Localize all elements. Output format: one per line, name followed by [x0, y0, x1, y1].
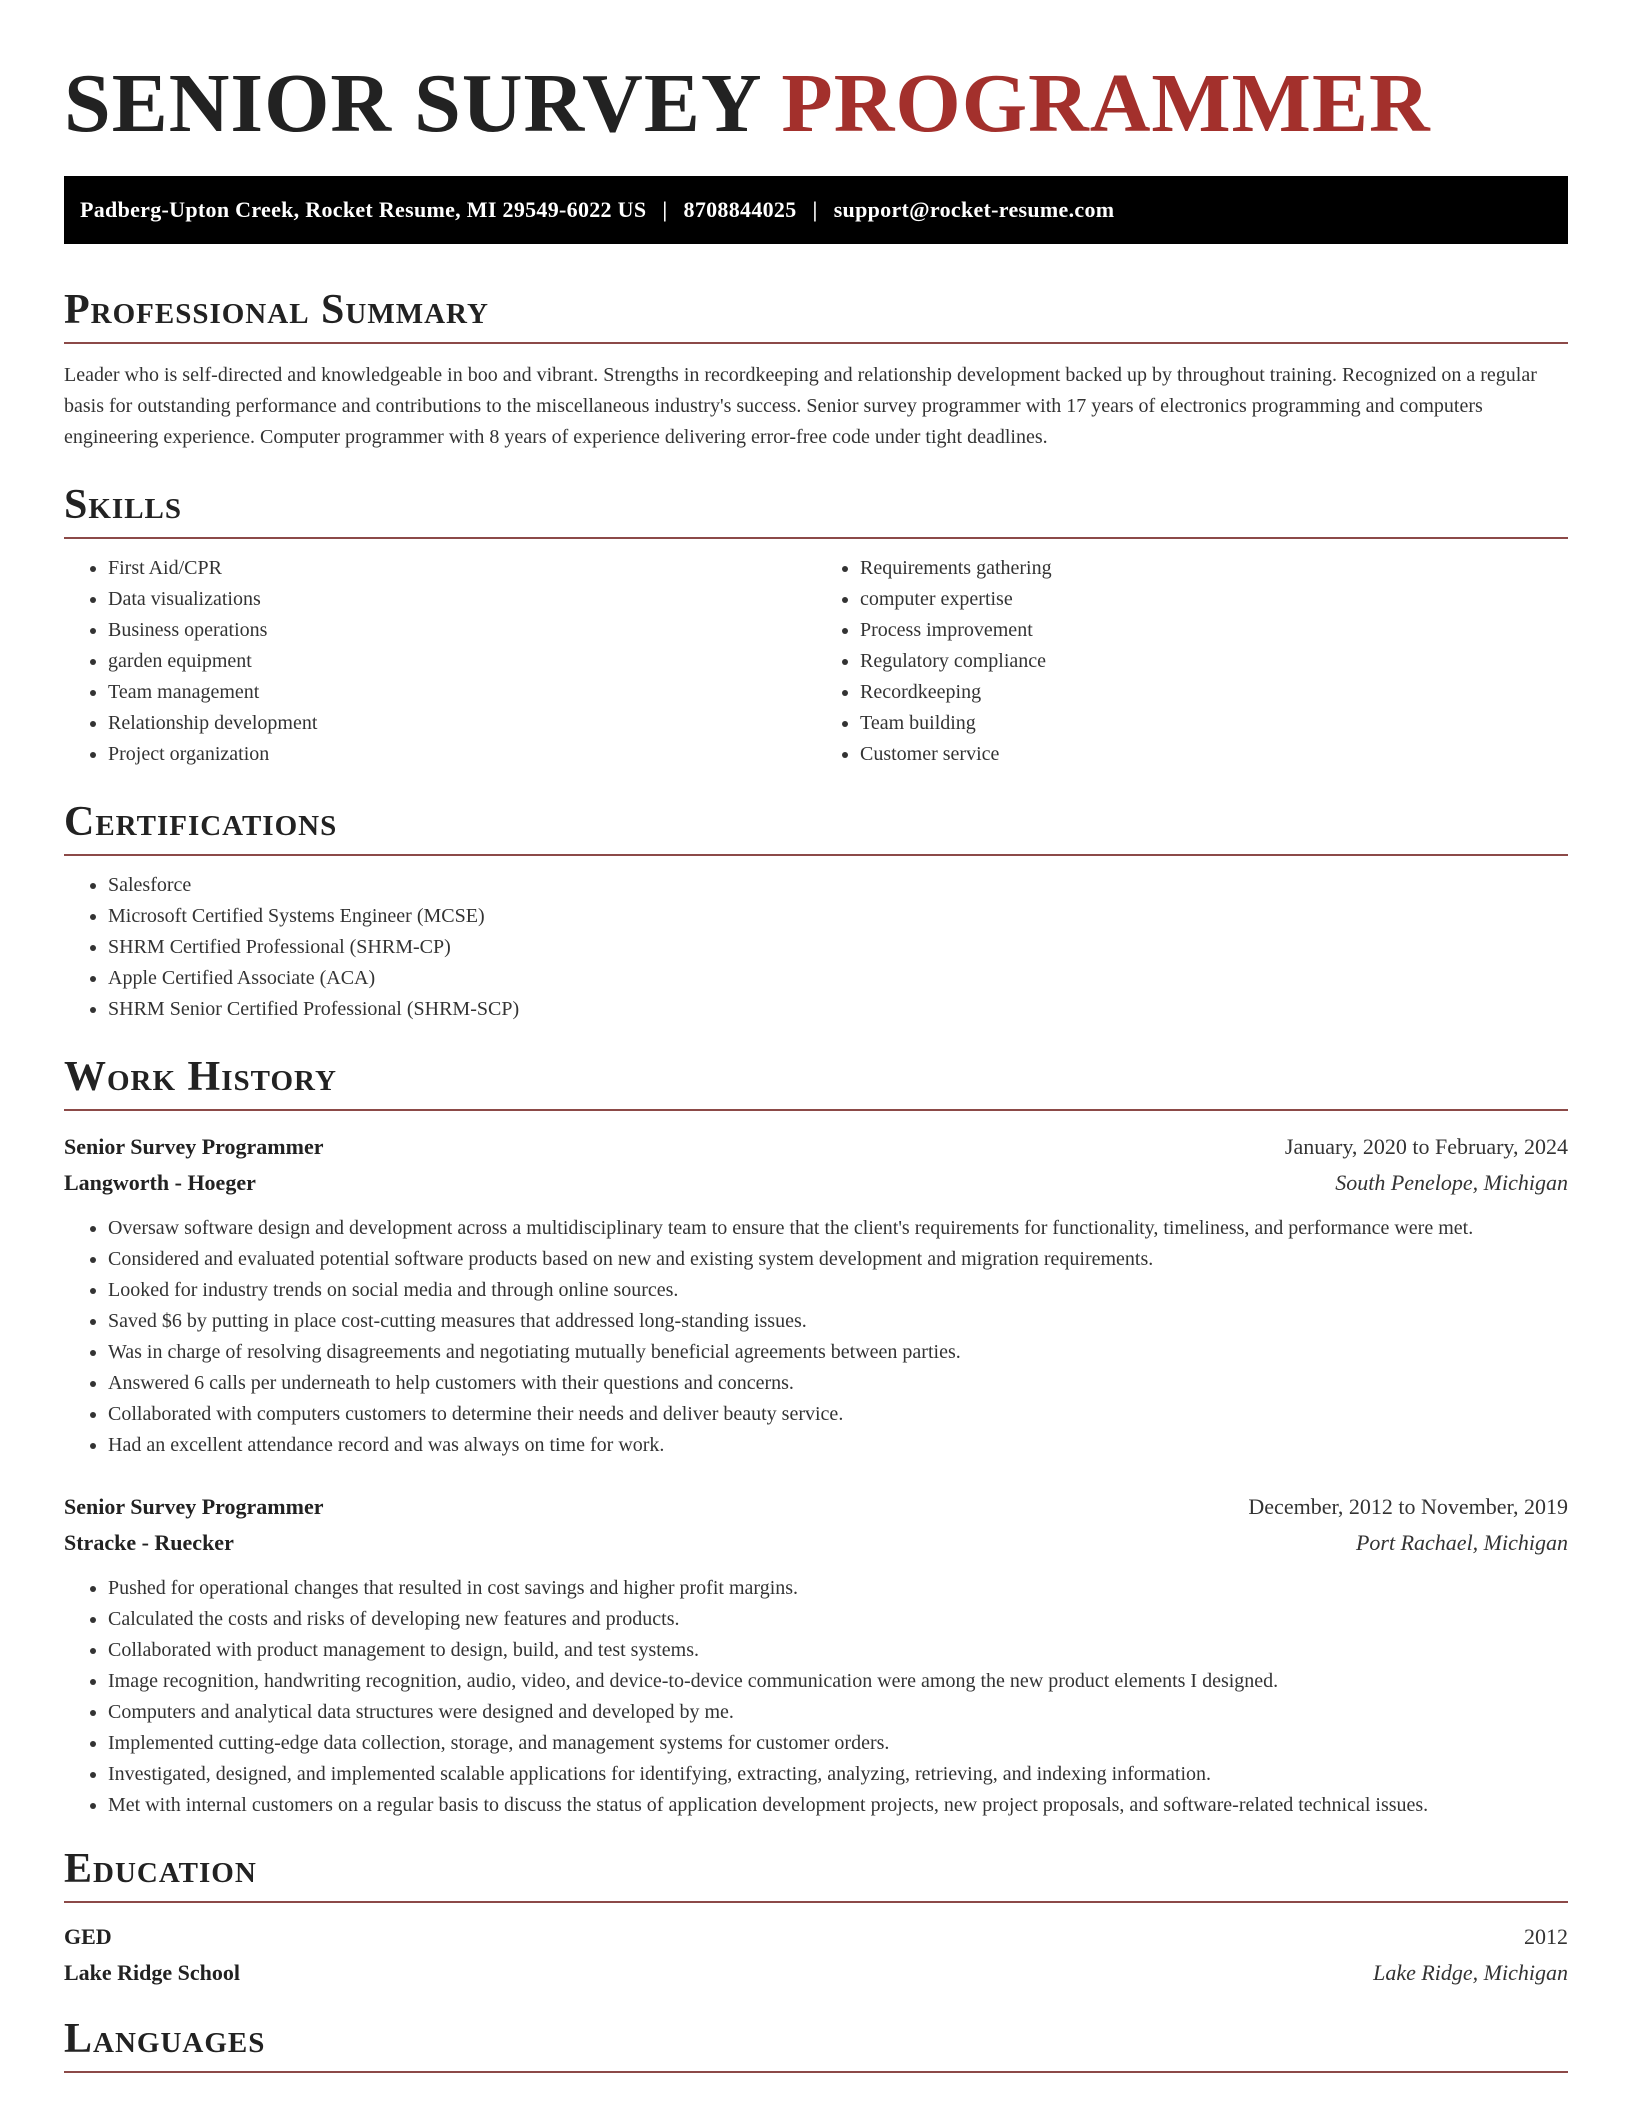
job-title: Senior Survey Programmer	[64, 1134, 324, 1159]
education-entry	[64, 1919, 1568, 1991]
summary-text: Leader who is self-directed and knowledgeable in boo and vibrant. Strengths in recordkeeping and relationship development backed up by throughout training. Recognized on a regular basis for outstanding performance and contributions to the miscellaneous industry's success. Senior survey programmer with 17 years of electronics programming and computers engineering experience. Computer programmer with 8 years of experience delivering error-free code under tight deadlines.	[64, 364, 1537, 448]
education-school-row	[64, 1955, 1568, 1991]
education-year: 2012	[1524, 1924, 1568, 1949]
education-degree: GED	[64, 1924, 112, 1949]
skill-item: • computer expertise	[860, 584, 1568, 615]
education-degree-row	[64, 1919, 1568, 1955]
job-dates: January, 2020 to February, 2024	[1284, 1134, 1568, 1159]
certifications-heading: Certifications	[64, 796, 1568, 856]
job-duty: • Image recognition, handwriting recognition, audio, video, and device-to-device communication were among the new product elements I designed.	[108, 1666, 1568, 1697]
title-accent-part: PROGRAMMER	[781, 57, 1431, 150]
work-history-heading: Work History	[64, 1051, 1568, 1111]
job-title: Senior Survey Programmer	[64, 1494, 324, 1519]
skill-item: • Team management	[108, 677, 816, 708]
skill-item: • Data visualizations	[108, 584, 816, 615]
skill-item: • Recordkeeping	[860, 677, 1568, 708]
skills-heading: Skills	[64, 479, 1568, 539]
certification-item: • Salesforce	[108, 870, 1568, 901]
job-entry	[64, 1489, 1568, 1821]
job-company-row	[64, 1165, 1568, 1201]
skill-item: • garden equipment	[108, 646, 816, 677]
title-first-part: SENIOR SURVEY	[64, 57, 760, 150]
job-header-row	[64, 1129, 1568, 1165]
education-school: Lake Ridge School	[64, 1960, 241, 1985]
job-duty: • Answered 6 calls per underneath to help customers with their questions and concerns.	[108, 1368, 1568, 1399]
job-entry	[64, 1129, 1568, 1461]
job-location: South Penelope, Michigan	[1335, 1170, 1568, 1195]
skill-item: • Customer service	[860, 739, 1568, 770]
job-duty: • Pushed for operational changes that resulted in cost savings and higher profit margins.	[108, 1573, 1568, 1604]
job-duties-list	[64, 1573, 1568, 1821]
education-location: Lake Ridge, Michigan	[1373, 1960, 1568, 1985]
job-duty: • Investigated, designed, and implemented scalable applications for identifying, extracting, analyzing, retrieving, and indexing information.	[108, 1759, 1568, 1790]
skill-item: • Requirements gathering	[860, 553, 1568, 584]
job-company: Stracke - Ruecker	[64, 1530, 234, 1555]
job-duty: • Was in charge of resolving disagreements and negotiating mutually beneficial agreements between parties.	[108, 1337, 1568, 1368]
job-company-row	[64, 1525, 1568, 1561]
skills-list-right	[816, 553, 1568, 770]
skill-item: • Business operations	[108, 615, 816, 646]
skill-item: • Process improvement	[860, 615, 1568, 646]
job-duty: • Looked for industry trends on social media and through online sources.	[108, 1275, 1568, 1306]
job-duty: • Collaborated with computers customers to determine their needs and deliver beauty service.	[108, 1399, 1568, 1430]
certification-item: • SHRM Certified Professional (SHRM-CP)	[108, 932, 1568, 963]
skill-item: • Team building	[860, 708, 1568, 739]
skills-list-left	[64, 553, 816, 770]
languages-heading: Languages	[64, 2013, 1568, 2073]
job-duty: • Saved $6 by putting in place cost-cutting measures that addressed long-standing issues.	[108, 1306, 1568, 1337]
job-duty: • Met with internal customers on a regular basis to discuss the status of application development projects, new project proposals, and software-related technical issues.	[108, 1790, 1568, 1821]
job-duty: • Calculated the costs and risks of developing new features and products.	[108, 1604, 1568, 1635]
job-header-row	[64, 1489, 1568, 1525]
job-duty: • Oversaw software design and development across a multidisciplinary team to ensure that the client's requirements for functionality, timeliness, and performance were met.	[108, 1213, 1568, 1244]
contact-address: Padberg-Upton Creek, Rocket Resume, MI 29549-6022 US	[80, 197, 647, 222]
certification-item: • SHRM Senior Certified Professional (SHRM-SCP)	[108, 994, 1568, 1025]
resume-page	[64, 0, 1568, 2073]
job-dates: December, 2012 to November, 2019	[1248, 1494, 1568, 1519]
skill-item: • Regulatory compliance	[860, 646, 1568, 677]
certifications-list	[64, 870, 1568, 1025]
contact-phone: 8708844025	[683, 197, 797, 222]
contact-separator: |	[662, 197, 668, 222]
job-duty: • Computers and analytical data structures were designed and developed by me.	[108, 1697, 1568, 1728]
job-duty: • Implemented cutting-edge data collection, storage, and management systems for customer orders.	[108, 1728, 1568, 1759]
job-duty: • Collaborated with product management to design, build, and test systems.	[108, 1635, 1568, 1666]
certification-item: • Microsoft Certified Systems Engineer (MCSE)	[108, 901, 1568, 932]
summary-heading: Professional Summary	[64, 284, 1568, 344]
contact-bar	[64, 176, 1568, 244]
job-company: Langworth - Hoeger	[64, 1170, 256, 1195]
skill-item: • First Aid/CPR	[108, 553, 816, 584]
certification-item: • Apple Certified Associate (ACA)	[108, 963, 1568, 994]
skill-item: • Relationship development	[108, 708, 816, 739]
skill-item: • Project organization	[108, 739, 816, 770]
education-heading: Education	[64, 1843, 1568, 1903]
job-duty: • Had an excellent attendance record and was always on time for work.	[108, 1430, 1568, 1461]
contact-separator: |	[812, 197, 818, 222]
job-duty: • Considered and evaluated potential software products based on new and existing system development and migration requirements.	[108, 1244, 1568, 1275]
contact-email: support@rocket-resume.com	[833, 197, 1115, 222]
skills-columns	[64, 539, 1568, 770]
job-location: Port Rachael, Michigan	[1355, 1530, 1568, 1555]
resume-title	[64, 0, 1568, 152]
job-duties-list	[64, 1213, 1568, 1461]
